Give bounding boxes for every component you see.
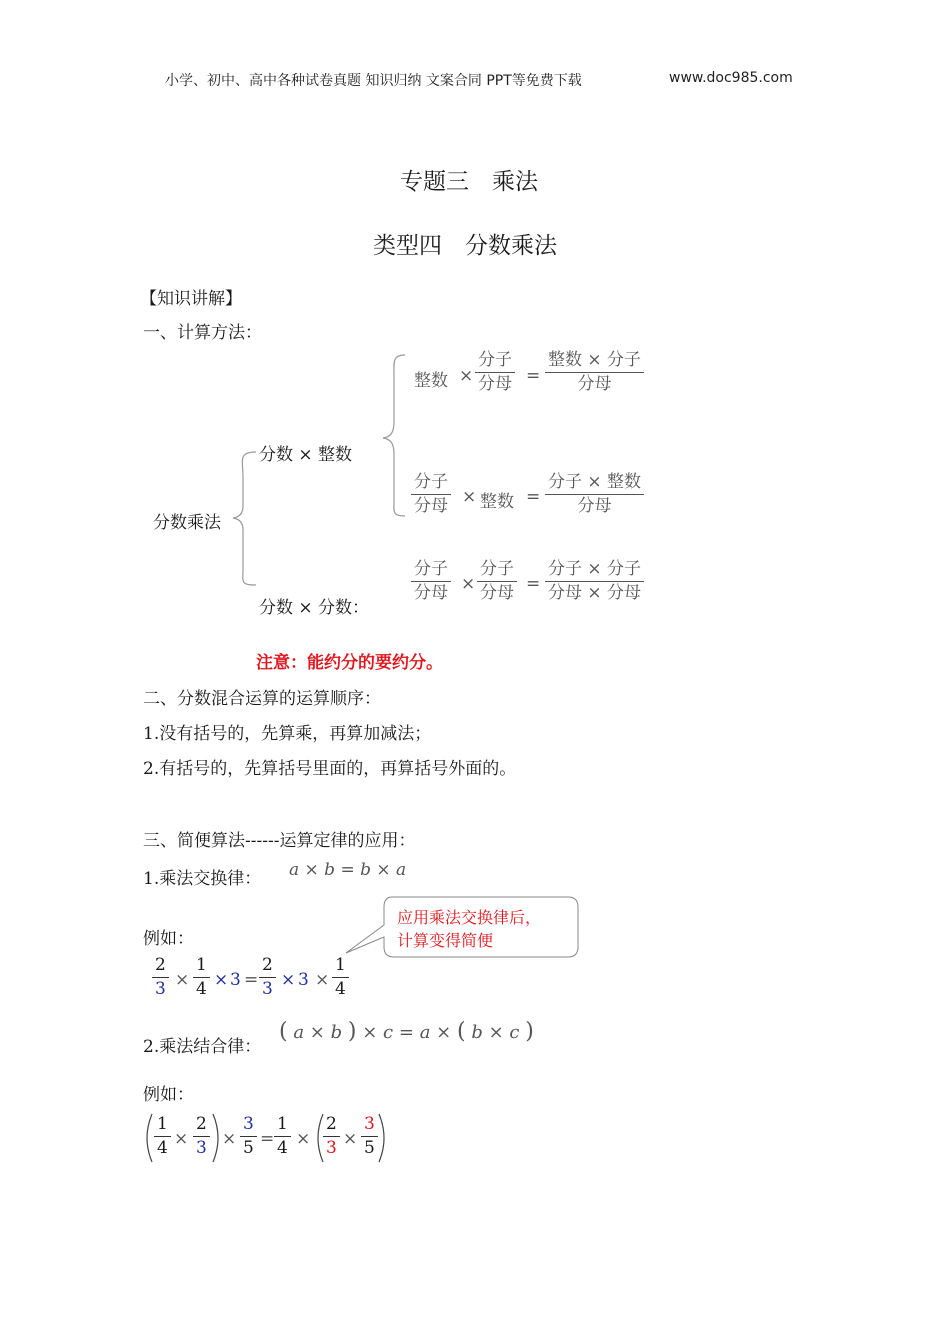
- ex1-d-num: 1: [335, 955, 346, 975]
- ex1-int-3: 3: [230, 970, 241, 990]
- section-3-heading: 三、简便算法------运算定律的应用：: [143, 831, 416, 851]
- law2-rp2: ): [525, 1019, 534, 1044]
- f1-frac-den: 分母: [475, 372, 515, 393]
- f2-eq: =: [526, 487, 541, 507]
- ex1-b-den: 4: [193, 977, 210, 998]
- ex2-q-num: 2: [196, 1114, 207, 1134]
- note-reduce: 注意：能约分的要约分。: [256, 653, 443, 673]
- ex2-frac-p: [154, 1116, 171, 1157]
- f3-b-den: 分母: [477, 581, 517, 602]
- callout-line-2: 计算变得简便: [397, 931, 494, 950]
- ex2-q-den: 3: [193, 1136, 210, 1157]
- ex2-r2-den: 5: [361, 1136, 378, 1157]
- law2-c1: c: [383, 1022, 394, 1043]
- ex2-p-num: 1: [157, 1114, 168, 1134]
- law2-b1: b: [330, 1022, 343, 1043]
- law-associative-formula: [279, 1019, 534, 1044]
- tree-branch-frac: 分数 × 分数：: [259, 598, 370, 618]
- tree-branch-int: 分数 × 整数: [259, 445, 353, 465]
- ex2-frac-r: [240, 1116, 257, 1157]
- law2-times1: ×: [309, 1022, 325, 1043]
- inner-brace: [383, 355, 405, 516]
- f3-b-num: 分子: [480, 559, 514, 579]
- ex2-frac-q2: [323, 1116, 340, 1157]
- ex1-c-num: 2: [262, 955, 273, 975]
- f2-frac-den: 分母: [411, 494, 451, 515]
- ex1-d-den: 4: [332, 977, 349, 998]
- f3-result-den: 分母 × 分母: [545, 581, 644, 602]
- header-text: 小学、初中、高中各种试卷真题 知识归纳 文案合同 PPT等免费下载: [165, 73, 582, 89]
- ex2-times-4: ×: [343, 1129, 358, 1149]
- ex1-a-den: 3: [152, 977, 169, 998]
- f3-times: ×: [461, 574, 476, 594]
- law-commutative-label: 1.乘法交换律：: [143, 869, 262, 889]
- law2-times4: ×: [488, 1022, 504, 1043]
- f1-frac: [475, 352, 515, 393]
- f3-result-num: 分子 × 分子: [548, 559, 642, 579]
- f1-times: ×: [459, 366, 474, 386]
- f2-frac: [411, 474, 451, 515]
- law2-times3: ×: [436, 1022, 452, 1043]
- f3-result: [545, 561, 644, 602]
- ex1-times-3: ×: [281, 970, 296, 990]
- law2-lp1: (: [279, 1019, 288, 1044]
- ex2-r-num: 3: [243, 1114, 254, 1134]
- section-2-item-2: 2.有括号的，先算括号里面的，再算括号外面的。: [143, 759, 517, 779]
- law2-b2: b: [471, 1022, 483, 1043]
- f2-times: ×: [462, 487, 477, 507]
- ex1-times-2: ×: [214, 970, 229, 990]
- ex1-a-num: 2: [155, 955, 166, 975]
- f2-result: [545, 474, 644, 515]
- ex2-p-den: 4: [154, 1136, 171, 1157]
- f3-frac-a: [411, 561, 451, 602]
- f1-eq: =: [526, 366, 541, 386]
- law2-times2: ×: [362, 1022, 378, 1043]
- callout-line-1: 应用乘法交换律后，: [397, 908, 542, 927]
- section-1-heading: 一、计算方法：: [143, 323, 262, 343]
- tree-root: 分数乘法: [153, 513, 221, 533]
- ex2-frac-r2: [361, 1116, 378, 1157]
- ex1-frac-a: [152, 957, 169, 998]
- ex1-frac-c: [259, 957, 276, 998]
- f2-int: 整数: [480, 492, 514, 512]
- example-label-2: 例如：: [143, 1085, 194, 1105]
- ex2-p2-den: 4: [274, 1136, 291, 1157]
- law-associative-label: 2.乘法结合律：: [143, 1037, 262, 1057]
- f1-frac-num: 分子: [478, 350, 512, 370]
- ex1-c-den: 3: [259, 977, 276, 998]
- law2-eq: =: [398, 1022, 414, 1043]
- law2-rp1: ): [347, 1019, 357, 1044]
- ex1-times-4: ×: [315, 970, 330, 990]
- f2-result-den: 分母: [545, 494, 644, 515]
- ex2-r2-num: 3: [364, 1114, 375, 1134]
- ex2-frac-q: [193, 1116, 210, 1157]
- knowledge-heading: 【知识讲解】: [140, 289, 242, 309]
- page-subtitle: 类型四 分数乘法: [373, 233, 557, 259]
- ex2-frac-p2: [274, 1116, 291, 1157]
- ex1-b-num: 1: [196, 955, 207, 975]
- page-title: 专题三 乘法: [400, 169, 538, 195]
- ex2-times-2: ×: [222, 1129, 237, 1149]
- section-2-heading: 二、分数混合运算的运算顺序：: [143, 689, 381, 709]
- f3-frac-b: [477, 561, 517, 602]
- ex2-eq: =: [260, 1129, 275, 1149]
- law-commutative-formula: a × b = b × a: [289, 860, 407, 880]
- f3-a-num: 分子: [414, 559, 448, 579]
- ex2-p2-num: 1: [277, 1114, 288, 1134]
- example-label-1: 例如：: [143, 929, 194, 949]
- f3-eq: =: [526, 574, 541, 594]
- law2-a2: a: [419, 1022, 431, 1043]
- ex1-times-1: ×: [175, 970, 190, 990]
- ex1-frac-d: [332, 957, 349, 998]
- f2-result-num: 分子 × 整数: [548, 472, 642, 492]
- f3-a-den: 分母: [411, 581, 451, 602]
- ex2-q2-num: 2: [326, 1114, 337, 1134]
- ex2-times-1: ×: [174, 1129, 189, 1149]
- f1-result-den: 分母: [545, 372, 644, 393]
- f1-int: 整数: [414, 371, 448, 391]
- ex1-int-3b: 3: [298, 970, 309, 990]
- outer-brace: [233, 452, 256, 585]
- f2-frac-num: 分子: [414, 472, 448, 492]
- ex1-frac-b: [193, 957, 210, 998]
- header-url[interactable]: www.doc985.com: [669, 70, 793, 86]
- ex1-eq: =: [244, 970, 259, 990]
- ex2-r-den: 5: [240, 1136, 257, 1157]
- law2-a1: a: [293, 1022, 305, 1043]
- section-2-item-1: 1.没有括号的，先算乘，再算加减法；: [143, 724, 432, 744]
- law2-lp2: (: [457, 1019, 466, 1044]
- ex2-q2-den: 3: [323, 1136, 340, 1157]
- f1-result-num: 整数 × 分子: [548, 350, 642, 370]
- f1-result: [545, 352, 644, 393]
- ex2-times-3: ×: [296, 1129, 311, 1149]
- law2-c2: c: [509, 1022, 520, 1043]
